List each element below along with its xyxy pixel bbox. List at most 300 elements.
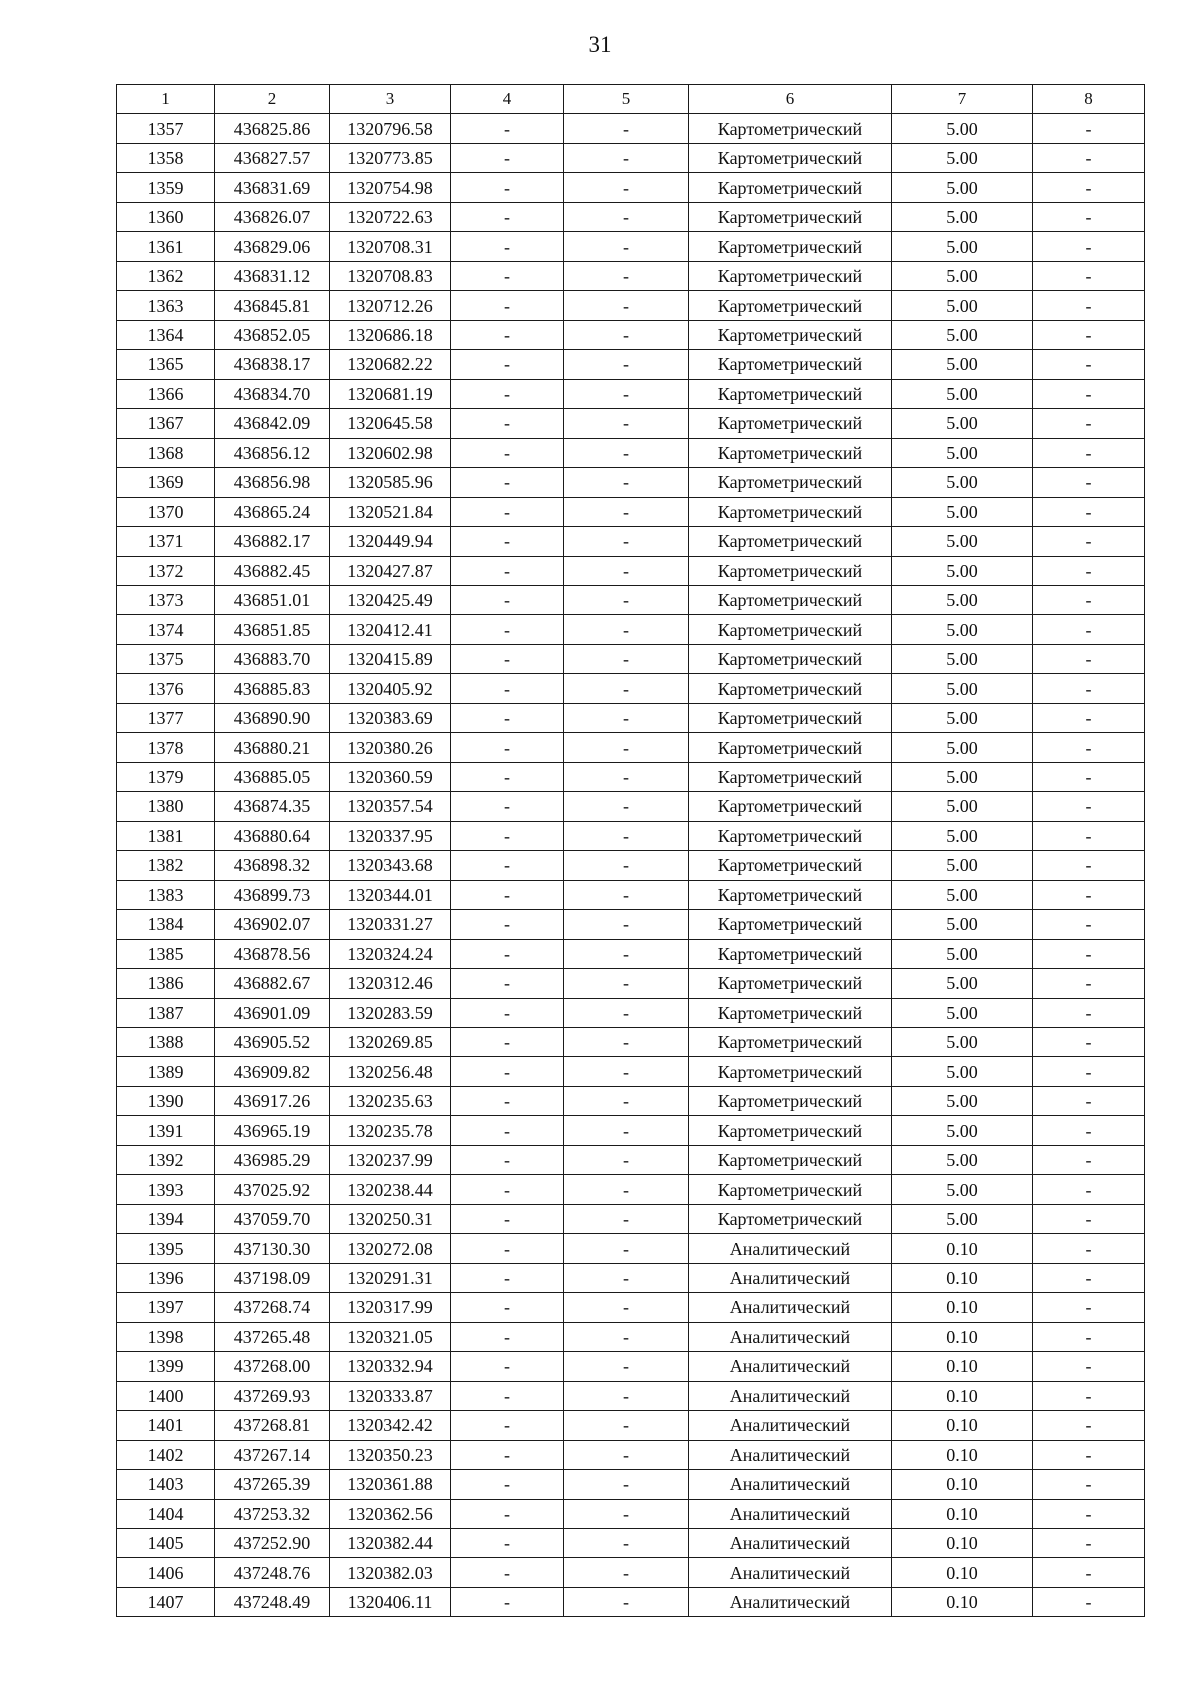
column-4-cell: -	[451, 173, 564, 202]
accuracy-cell: 5.00	[892, 320, 1033, 349]
column-5-cell: -	[564, 880, 689, 909]
column-header: 3	[330, 85, 451, 114]
column-5-cell: -	[564, 350, 689, 379]
accuracy-cell: 0.10	[892, 1352, 1033, 1381]
x-coordinate-cell: 437268.81	[215, 1411, 330, 1440]
column-8-cell: -	[1033, 1263, 1145, 1292]
point-number-cell: 1367	[117, 409, 215, 438]
method-cell: Картометрический	[689, 792, 892, 821]
column-4-cell: -	[451, 762, 564, 791]
method-cell: Картометрический	[689, 1086, 892, 1115]
column-8-cell: -	[1033, 1352, 1145, 1381]
x-coordinate-cell: 436882.45	[215, 556, 330, 585]
column-8-cell: -	[1033, 1145, 1145, 1174]
y-coordinate-cell: 1320324.24	[330, 939, 451, 968]
x-coordinate-cell: 436898.32	[215, 851, 330, 880]
column-4-cell: -	[451, 585, 564, 614]
column-8-cell: -	[1033, 379, 1145, 408]
column-8-cell: -	[1033, 497, 1145, 526]
method-cell: Аналитический	[689, 1440, 892, 1469]
column-8-cell: -	[1033, 527, 1145, 556]
point-number-cell: 1365	[117, 350, 215, 379]
x-coordinate-cell: 436831.69	[215, 173, 330, 202]
accuracy-cell: 5.00	[892, 880, 1033, 909]
table-row	[117, 468, 1145, 497]
column-4-cell: -	[451, 1470, 564, 1499]
y-coordinate-cell: 1320796.58	[330, 114, 451, 143]
table-row	[117, 644, 1145, 673]
point-number-cell: 1394	[117, 1204, 215, 1233]
column-4-cell: -	[451, 497, 564, 526]
page-number: 31	[588, 32, 612, 57]
y-coordinate-cell: 1320337.95	[330, 821, 451, 850]
table-row	[117, 379, 1145, 408]
table-row	[117, 1175, 1145, 1204]
column-5-cell: -	[564, 1352, 689, 1381]
column-4-cell: -	[451, 851, 564, 880]
column-header: 5	[564, 85, 689, 114]
y-coordinate-cell: 1320343.68	[330, 851, 451, 880]
table-row	[117, 1528, 1145, 1557]
table-row	[117, 585, 1145, 614]
column-8-cell: -	[1033, 910, 1145, 939]
accuracy-cell: 5.00	[892, 114, 1033, 143]
accuracy-cell: 5.00	[892, 1028, 1033, 1057]
method-cell: Картометрический	[689, 969, 892, 998]
x-coordinate-cell: 436882.17	[215, 527, 330, 556]
method-cell: Картометрический	[689, 1175, 892, 1204]
accuracy-cell: 5.00	[892, 939, 1033, 968]
accuracy-cell: 0.10	[892, 1234, 1033, 1263]
method-cell: Картометрический	[689, 409, 892, 438]
column-4-cell: -	[451, 1263, 564, 1292]
method-cell: Картометрический	[689, 114, 892, 143]
method-cell: Картометрический	[689, 1057, 892, 1086]
table-row	[117, 291, 1145, 320]
column-8-cell: -	[1033, 1057, 1145, 1086]
point-number-cell: 1400	[117, 1381, 215, 1410]
accuracy-cell: 5.00	[892, 703, 1033, 732]
column-5-cell: -	[564, 556, 689, 585]
table-row	[117, 1028, 1145, 1057]
point-number-cell: 1393	[117, 1175, 215, 1204]
column-8-cell: -	[1033, 1558, 1145, 1587]
column-4-cell: -	[451, 1028, 564, 1057]
column-8-cell: -	[1033, 143, 1145, 172]
x-coordinate-cell: 437252.90	[215, 1528, 330, 1557]
point-number-cell: 1387	[117, 998, 215, 1027]
column-8-cell: -	[1033, 1204, 1145, 1233]
column-4-cell: -	[451, 615, 564, 644]
x-coordinate-cell: 436827.57	[215, 143, 330, 172]
point-number-cell: 1401	[117, 1411, 215, 1440]
point-number-cell: 1382	[117, 851, 215, 880]
table-row	[117, 1352, 1145, 1381]
accuracy-cell: 5.00	[892, 1145, 1033, 1174]
accuracy-cell: 5.00	[892, 1057, 1033, 1086]
column-8-cell: -	[1033, 792, 1145, 821]
column-8-cell: -	[1033, 644, 1145, 673]
accuracy-cell: 5.00	[892, 998, 1033, 1027]
column-8-cell: -	[1033, 1086, 1145, 1115]
column-5-cell: -	[564, 1499, 689, 1528]
column-8-cell: -	[1033, 880, 1145, 909]
point-number-cell: 1407	[117, 1587, 215, 1616]
column-8-cell: -	[1033, 1528, 1145, 1557]
accuracy-cell: 5.00	[892, 851, 1033, 880]
table-body	[117, 114, 1145, 1617]
table-row	[117, 350, 1145, 379]
column-5-cell: -	[564, 143, 689, 172]
x-coordinate-cell: 436880.21	[215, 733, 330, 762]
method-cell: Картометрический	[689, 1204, 892, 1233]
method-cell: Картометрический	[689, 585, 892, 614]
y-coordinate-cell: 1320357.54	[330, 792, 451, 821]
column-8-cell: -	[1033, 1116, 1145, 1145]
column-header: 8	[1033, 85, 1145, 114]
column-5-cell: -	[564, 1381, 689, 1410]
table-row	[117, 1116, 1145, 1145]
method-cell: Картометрический	[689, 910, 892, 939]
point-number-cell: 1368	[117, 438, 215, 467]
column-8-cell: -	[1033, 468, 1145, 497]
method-cell: Картометрический	[689, 379, 892, 408]
column-5-cell: -	[564, 1145, 689, 1174]
y-coordinate-cell: 1320681.19	[330, 379, 451, 408]
point-number-cell: 1403	[117, 1470, 215, 1499]
method-cell: Аналитический	[689, 1381, 892, 1410]
column-4-cell: -	[451, 703, 564, 732]
column-5-cell: -	[564, 497, 689, 526]
column-4-cell: -	[451, 1322, 564, 1351]
column-8-cell: -	[1033, 615, 1145, 644]
x-coordinate-cell: 437248.49	[215, 1587, 330, 1616]
column-5-cell: -	[564, 1587, 689, 1616]
method-cell: Картометрический	[689, 291, 892, 320]
column-4-cell: -	[451, 674, 564, 703]
accuracy-cell: 5.00	[892, 792, 1033, 821]
accuracy-cell: 0.10	[892, 1411, 1033, 1440]
column-5-cell: -	[564, 615, 689, 644]
accuracy-cell: 0.10	[892, 1322, 1033, 1351]
point-number-cell: 1379	[117, 762, 215, 791]
column-5-cell: -	[564, 1293, 689, 1322]
accuracy-cell: 5.00	[892, 969, 1033, 998]
method-cell: Аналитический	[689, 1587, 892, 1616]
y-coordinate-cell: 1320235.63	[330, 1086, 451, 1115]
table-row	[117, 939, 1145, 968]
column-5-cell: -	[564, 910, 689, 939]
column-4-cell: -	[451, 379, 564, 408]
point-number-cell: 1375	[117, 644, 215, 673]
y-coordinate-cell: 1320382.03	[330, 1558, 451, 1587]
y-coordinate-cell: 1320238.44	[330, 1175, 451, 1204]
y-coordinate-cell: 1320425.49	[330, 585, 451, 614]
x-coordinate-cell: 437025.92	[215, 1175, 330, 1204]
column-header: 2	[215, 85, 330, 114]
y-coordinate-cell: 1320521.84	[330, 497, 451, 526]
column-5-cell: -	[564, 969, 689, 998]
x-coordinate-cell: 436874.35	[215, 792, 330, 821]
method-cell: Картометрический	[689, 202, 892, 231]
x-coordinate-cell: 436878.56	[215, 939, 330, 968]
accuracy-cell: 5.00	[892, 910, 1033, 939]
column-5-cell: -	[564, 261, 689, 290]
column-8-cell: -	[1033, 1587, 1145, 1616]
column-5-cell: -	[564, 644, 689, 673]
column-5-cell: -	[564, 703, 689, 732]
x-coordinate-cell: 436902.07	[215, 910, 330, 939]
point-number-cell: 1381	[117, 821, 215, 850]
method-cell: Картометрический	[689, 644, 892, 673]
x-coordinate-cell: 436905.52	[215, 1028, 330, 1057]
y-coordinate-cell: 1320272.08	[330, 1234, 451, 1263]
point-number-cell: 1366	[117, 379, 215, 408]
column-8-cell: -	[1033, 851, 1145, 880]
column-8-cell: -	[1033, 585, 1145, 614]
point-number-cell: 1392	[117, 1145, 215, 1174]
accuracy-cell: 5.00	[892, 202, 1033, 231]
point-number-cell: 1362	[117, 261, 215, 290]
method-cell: Картометрический	[689, 232, 892, 261]
column-8-cell: -	[1033, 291, 1145, 320]
accuracy-cell: 5.00	[892, 291, 1033, 320]
column-5-cell: -	[564, 1440, 689, 1469]
column-5-cell: -	[564, 1470, 689, 1499]
x-coordinate-cell: 437265.48	[215, 1322, 330, 1351]
x-coordinate-cell: 436829.06	[215, 232, 330, 261]
y-coordinate-cell: 1320406.11	[330, 1587, 451, 1616]
column-4-cell: -	[451, 969, 564, 998]
table-row	[117, 1263, 1145, 1292]
accuracy-cell: 5.00	[892, 1175, 1033, 1204]
column-5-cell: -	[564, 674, 689, 703]
y-coordinate-cell: 1320405.92	[330, 674, 451, 703]
y-coordinate-cell: 1320712.26	[330, 291, 451, 320]
table-row	[117, 1587, 1145, 1616]
table-row	[117, 438, 1145, 467]
y-coordinate-cell: 1320585.96	[330, 468, 451, 497]
x-coordinate-cell: 437198.09	[215, 1263, 330, 1292]
column-8-cell: -	[1033, 1440, 1145, 1469]
table-row	[117, 173, 1145, 202]
point-number-cell: 1385	[117, 939, 215, 968]
point-number-cell: 1386	[117, 969, 215, 998]
point-number-cell: 1384	[117, 910, 215, 939]
column-8-cell: -	[1033, 674, 1145, 703]
column-5-cell: -	[564, 1322, 689, 1351]
column-4-cell: -	[451, 792, 564, 821]
method-cell: Аналитический	[689, 1558, 892, 1587]
column-4-cell: -	[451, 527, 564, 556]
x-coordinate-cell: 436890.90	[215, 703, 330, 732]
column-8-cell: -	[1033, 232, 1145, 261]
accuracy-cell: 0.10	[892, 1293, 1033, 1322]
point-number-cell: 1358	[117, 143, 215, 172]
column-5-cell: -	[564, 1086, 689, 1115]
y-coordinate-cell: 1320360.59	[330, 762, 451, 791]
x-coordinate-cell: 436885.05	[215, 762, 330, 791]
accuracy-cell: 5.00	[892, 615, 1033, 644]
table-row	[117, 1293, 1145, 1322]
accuracy-cell: 5.00	[892, 644, 1033, 673]
column-4-cell: -	[451, 291, 564, 320]
table-row	[117, 762, 1145, 791]
column-8-cell: -	[1033, 350, 1145, 379]
method-cell: Картометрический	[689, 615, 892, 644]
column-8-cell: -	[1033, 409, 1145, 438]
method-cell: Картометрический	[689, 880, 892, 909]
y-coordinate-cell: 1320362.56	[330, 1499, 451, 1528]
column-8-cell: -	[1033, 173, 1145, 202]
x-coordinate-cell: 436851.01	[215, 585, 330, 614]
x-coordinate-cell: 436883.70	[215, 644, 330, 673]
method-cell: Картометрический	[689, 497, 892, 526]
accuracy-cell: 5.00	[892, 585, 1033, 614]
accuracy-cell: 5.00	[892, 1086, 1033, 1115]
column-8-cell: -	[1033, 1028, 1145, 1057]
point-number-cell: 1406	[117, 1558, 215, 1587]
y-coordinate-cell: 1320344.01	[330, 880, 451, 909]
x-coordinate-cell: 436865.24	[215, 497, 330, 526]
table-row	[117, 1499, 1145, 1528]
column-4-cell: -	[451, 1381, 564, 1410]
table-row	[117, 232, 1145, 261]
column-5-cell: -	[564, 1028, 689, 1057]
column-4-cell: -	[451, 821, 564, 850]
x-coordinate-cell: 436909.82	[215, 1057, 330, 1086]
column-4-cell: -	[451, 1587, 564, 1616]
accuracy-cell: 5.00	[892, 379, 1033, 408]
column-5-cell: -	[564, 1263, 689, 1292]
table-row	[117, 674, 1145, 703]
column-4-cell: -	[451, 1145, 564, 1174]
accuracy-cell: 0.10	[892, 1381, 1033, 1410]
column-4-cell: -	[451, 1175, 564, 1204]
point-number-cell: 1398	[117, 1322, 215, 1351]
table-row	[117, 703, 1145, 732]
y-coordinate-cell: 1320383.69	[330, 703, 451, 732]
column-4-cell: -	[451, 644, 564, 673]
y-coordinate-cell: 1320412.41	[330, 615, 451, 644]
column-8-cell: -	[1033, 998, 1145, 1027]
method-cell: Картометрический	[689, 851, 892, 880]
x-coordinate-cell: 436885.83	[215, 674, 330, 703]
table-row	[117, 1057, 1145, 1086]
column-4-cell: -	[451, 910, 564, 939]
column-5-cell: -	[564, 173, 689, 202]
table-row	[117, 261, 1145, 290]
y-coordinate-cell: 1320754.98	[330, 173, 451, 202]
column-4-cell: -	[451, 202, 564, 231]
x-coordinate-cell: 436851.85	[215, 615, 330, 644]
accuracy-cell: 5.00	[892, 674, 1033, 703]
method-cell: Картометрический	[689, 173, 892, 202]
header-row	[117, 85, 1145, 114]
table-row	[117, 409, 1145, 438]
column-4-cell: -	[451, 939, 564, 968]
column-8-cell: -	[1033, 1293, 1145, 1322]
column-4-cell: -	[451, 1234, 564, 1263]
x-coordinate-cell: 437268.74	[215, 1293, 330, 1322]
column-8-cell: -	[1033, 1499, 1145, 1528]
table-row	[117, 1440, 1145, 1469]
table-row	[117, 1381, 1145, 1410]
point-number-cell: 1361	[117, 232, 215, 261]
y-coordinate-cell: 1320269.85	[330, 1028, 451, 1057]
point-number-cell: 1360	[117, 202, 215, 231]
column-4-cell: -	[451, 350, 564, 379]
column-4-cell: -	[451, 468, 564, 497]
column-8-cell: -	[1033, 114, 1145, 143]
method-cell: Аналитический	[689, 1263, 892, 1292]
x-coordinate-cell: 436899.73	[215, 880, 330, 909]
x-coordinate-cell: 436834.70	[215, 379, 330, 408]
x-coordinate-cell: 436825.86	[215, 114, 330, 143]
point-number-cell: 1405	[117, 1528, 215, 1557]
table-row	[117, 114, 1145, 143]
method-cell: Картометрический	[689, 821, 892, 850]
table-row	[117, 1234, 1145, 1263]
method-cell: Аналитический	[689, 1293, 892, 1322]
x-coordinate-cell: 436901.09	[215, 998, 330, 1027]
x-coordinate-cell: 436845.81	[215, 291, 330, 320]
column-header: 7	[892, 85, 1033, 114]
column-4-cell: -	[451, 1086, 564, 1115]
column-5-cell: -	[564, 792, 689, 821]
point-number-cell: 1371	[117, 527, 215, 556]
accuracy-cell: 5.00	[892, 261, 1033, 290]
point-number-cell: 1373	[117, 585, 215, 614]
y-coordinate-cell: 1320333.87	[330, 1381, 451, 1410]
column-header: 1	[117, 85, 215, 114]
y-coordinate-cell: 1320449.94	[330, 527, 451, 556]
accuracy-cell: 5.00	[892, 527, 1033, 556]
point-number-cell: 1370	[117, 497, 215, 526]
y-coordinate-cell: 1320686.18	[330, 320, 451, 349]
y-coordinate-cell: 1320708.31	[330, 232, 451, 261]
method-cell: Аналитический	[689, 1528, 892, 1557]
y-coordinate-cell: 1320415.89	[330, 644, 451, 673]
column-4-cell: -	[451, 880, 564, 909]
x-coordinate-cell: 436856.98	[215, 468, 330, 497]
accuracy-cell: 5.00	[892, 350, 1033, 379]
column-5-cell: -	[564, 114, 689, 143]
method-cell: Картометрический	[689, 350, 892, 379]
accuracy-cell: 5.00	[892, 1116, 1033, 1145]
table-row	[117, 1558, 1145, 1587]
coordinates-table	[116, 84, 1145, 1617]
point-number-cell: 1359	[117, 173, 215, 202]
column-8-cell: -	[1033, 320, 1145, 349]
point-number-cell: 1399	[117, 1352, 215, 1381]
point-number-cell: 1391	[117, 1116, 215, 1145]
column-5-cell: -	[564, 291, 689, 320]
point-number-cell: 1363	[117, 291, 215, 320]
column-5-cell: -	[564, 409, 689, 438]
column-4-cell: -	[451, 1057, 564, 1086]
table-header	[117, 85, 1145, 114]
table-row	[117, 910, 1145, 939]
column-4-cell: -	[451, 1293, 564, 1322]
column-5-cell: -	[564, 527, 689, 556]
column-5-cell: -	[564, 1204, 689, 1233]
column-5-cell: -	[564, 1528, 689, 1557]
column-5-cell: -	[564, 939, 689, 968]
y-coordinate-cell: 1320773.85	[330, 143, 451, 172]
point-number-cell: 1364	[117, 320, 215, 349]
method-cell: Картометрический	[689, 468, 892, 497]
